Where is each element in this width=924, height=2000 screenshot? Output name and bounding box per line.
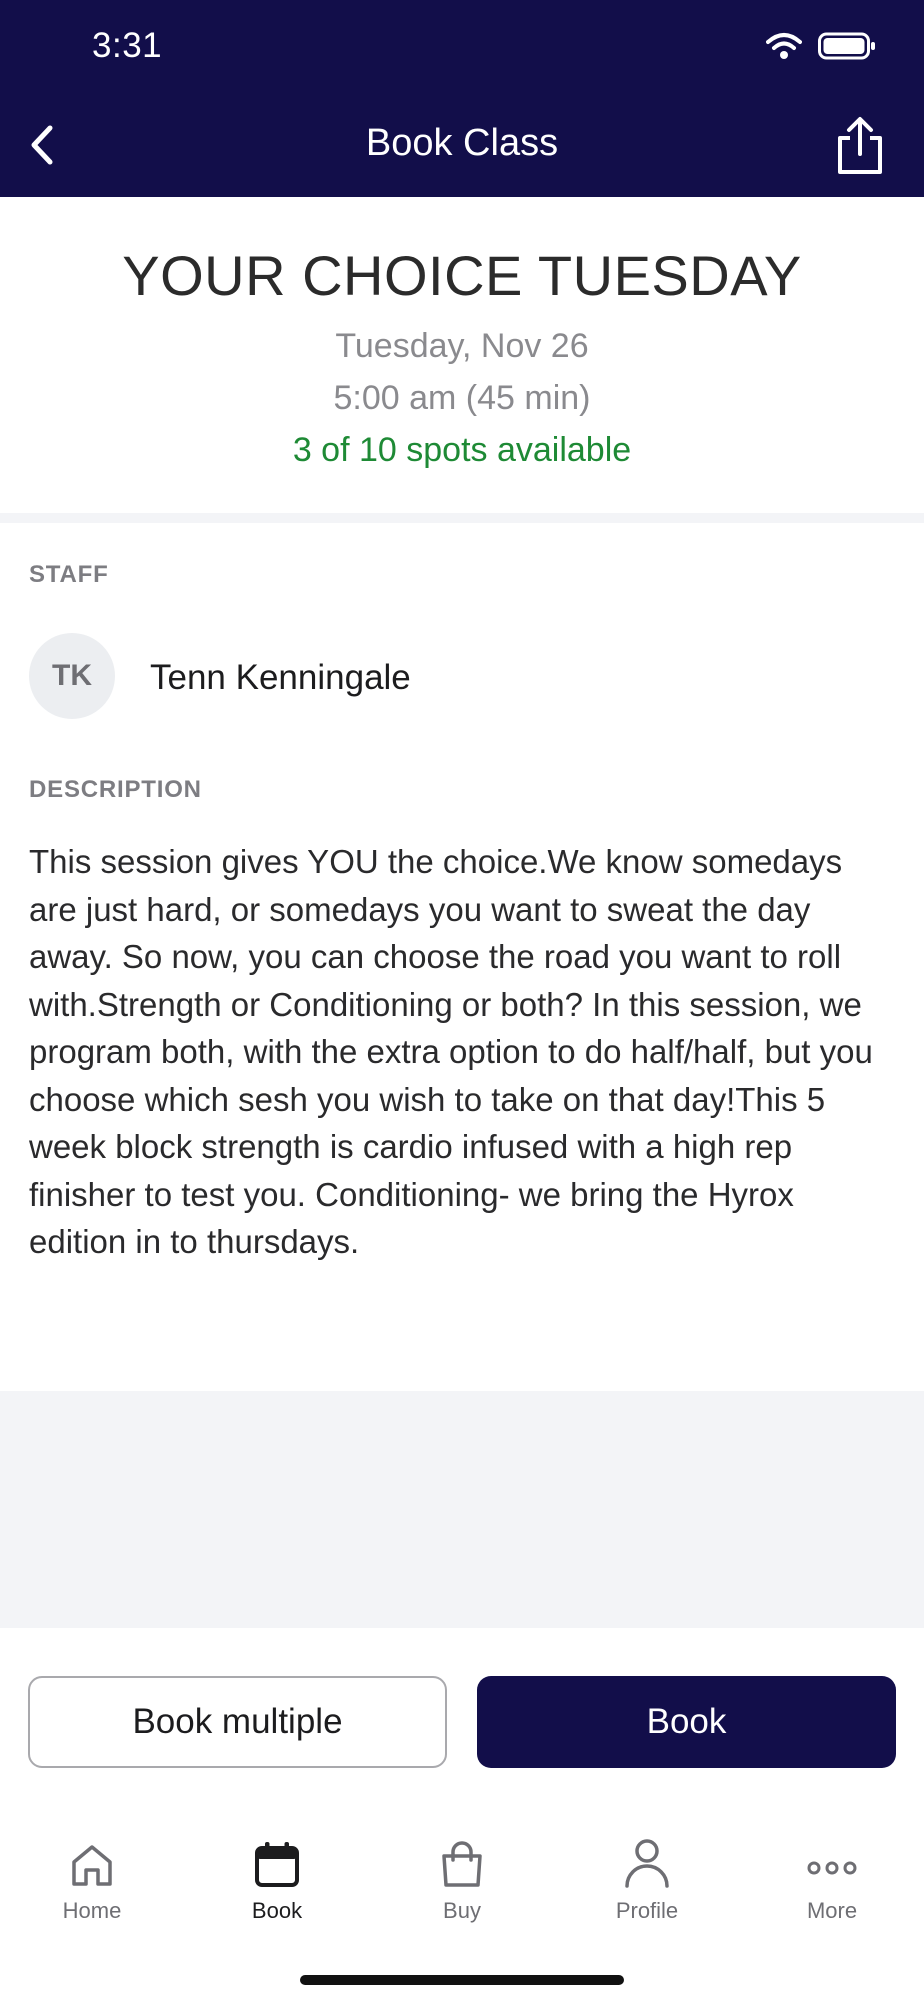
- class-time: 5:00 am (45 min): [333, 379, 591, 417]
- tab-home[interactable]: [0, 1828, 184, 1924]
- more-dots-icon: [807, 1848, 857, 1888]
- top-bar: [0, 0, 924, 197]
- battery-icon: [818, 32, 876, 60]
- description-label: DESCRIPTION: [29, 776, 202, 803]
- tab-bar: [0, 1828, 924, 1948]
- status-time: 3:31: [92, 26, 163, 65]
- bottom-panel: [0, 1628, 924, 2000]
- calendar-icon: [254, 1840, 300, 1888]
- book-button[interactable]: Book: [477, 1676, 896, 1768]
- description-text: This session gives YOU the choice.We know somedays are just hard, or somedays you want to sweat the day away. So now, you can choose the road you want to roll with.Strength or Conditioning or both? In this session, we program both, with the extra option to do half/half, but you choose which sesh you wish to take on that day!This 5 week block strength is cardio infused with a high rep finisher to test you. Conditioning- we bring the Hyrox edition in to thursdays.: [29, 843, 873, 1260]
- shopping-bag-icon: [439, 1840, 485, 1888]
- status-icons: [766, 32, 876, 60]
- tab-profile[interactable]: [555, 1828, 739, 1924]
- home-icon: [69, 1842, 115, 1888]
- home-indicator: [300, 1975, 624, 1985]
- page-title: Book Class: [365, 122, 559, 164]
- book-multiple-button[interactable]: Book multiple: [28, 1676, 447, 1768]
- class-date: Tuesday, Nov 26: [335, 327, 589, 365]
- tab-profile-label: Profile: [615, 1898, 679, 1923]
- avatar: TK: [29, 633, 115, 719]
- share-icon: [832, 116, 888, 176]
- share-button[interactable]: [832, 116, 888, 176]
- wifi-icon: [766, 32, 802, 60]
- tab-buy[interactable]: [370, 1828, 554, 1924]
- staff-name[interactable]: Tenn Kenningale: [150, 658, 411, 697]
- person-icon: [623, 1838, 671, 1888]
- tab-home-label: Home: [62, 1898, 122, 1923]
- tab-more-label: More: [806, 1898, 858, 1923]
- spots-available: 3 of 10 spots available: [292, 431, 632, 469]
- tab-buy-label: Buy: [443, 1898, 481, 1923]
- tab-book-label: Book: [251, 1898, 303, 1923]
- tab-book[interactable]: [185, 1828, 369, 1924]
- class-header: [0, 197, 924, 513]
- class-title: YOUR CHOICE TUESDAY: [122, 244, 802, 307]
- staff-label: STAFF: [29, 561, 109, 588]
- class-details: [0, 523, 924, 1391]
- tab-more[interactable]: [740, 1828, 924, 1924]
